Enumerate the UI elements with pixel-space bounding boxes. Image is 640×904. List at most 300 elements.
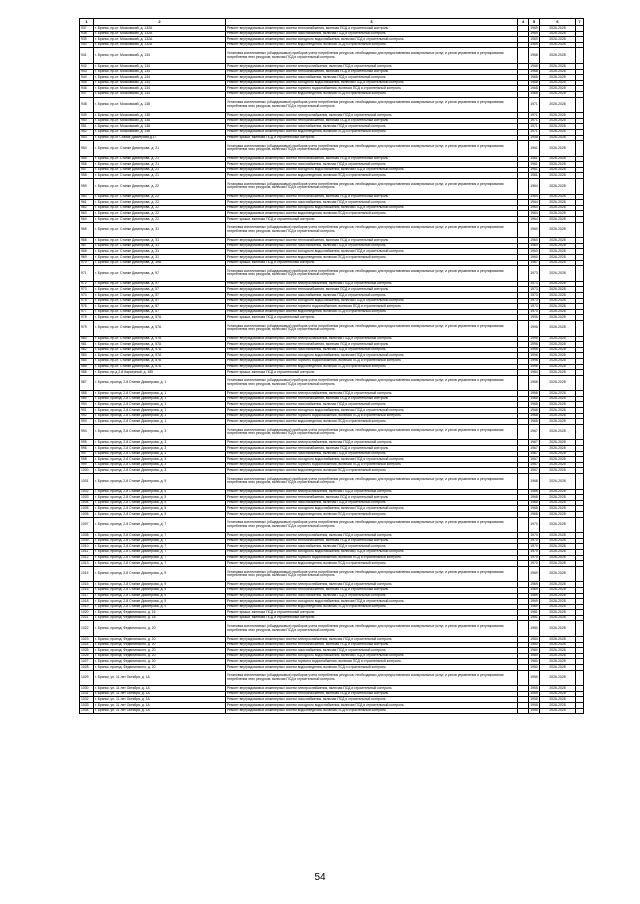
table-cell-col1: 940 xyxy=(80,42,94,48)
table-cell-col1: 1017 xyxy=(80,593,94,599)
table-cell-col5: 1980 xyxy=(530,664,538,669)
table-cell-col3: Ремонт внутридомовых инженерных систем водоотведения, включая ПСД и строительный контроль xyxy=(226,42,518,48)
table-cell-col2: г. Брянск, проезд. 2-й Станке Димитрова, д. 3 xyxy=(94,451,226,457)
table-cell-col5: 1968 xyxy=(529,375,540,391)
table-cell-col6: 2026-2028 xyxy=(540,42,576,48)
table-cell-col5: 1960 xyxy=(530,248,538,253)
table-cell-col1: 1029 xyxy=(80,670,94,686)
table-cell-col3: Ремонт внутридомовых инженерных систем теплоснабжения, включая ПСД и строительный контроль xyxy=(226,238,518,244)
table-cell-col5: 1955 xyxy=(530,691,538,696)
table-cell-col5: 1967 xyxy=(530,260,538,265)
table-cell-col6: 2026-2028 xyxy=(540,593,576,599)
table-cell-col2: г. Брянск, пр-кт Станке Димитрова,д.17 xyxy=(94,135,226,141)
table-cell-col6: 2026-2028 xyxy=(540,75,576,81)
table-cell-col5: 1980 xyxy=(530,642,538,647)
table-cell-col1: 1001 xyxy=(80,474,94,490)
table-cell-col5: 1961 xyxy=(530,161,538,166)
table-cell-col3: Ремонт внутридомовых инженерных систем водоотведения, включая ПСД и строительный контроль xyxy=(226,173,518,179)
table-cell-col3: Ремонт крыши, включая ПСД и строительный контроль xyxy=(226,615,518,621)
table-cell-col2: г. Брянск, проезд. Федюнинского, д. 20 xyxy=(94,642,226,648)
table-cell-col5: 1970 xyxy=(530,543,538,548)
table-cell-col5: 1960 xyxy=(530,243,538,248)
table-cell-col6: 2026-2028 xyxy=(540,69,576,75)
table-cell-col3: Ремонт внутридомовых инженерных систем водоотведения, включая ПСД и строительный контроль xyxy=(226,255,518,261)
table-cell-col7 xyxy=(576,48,584,64)
table-cell-col5: 1955 xyxy=(530,708,538,713)
table-row xyxy=(80,320,584,336)
table-cell-col6: 2026-2028 xyxy=(540,135,576,141)
table-cell-col5: 1969 xyxy=(530,604,538,609)
table-cell-col3: Ремонт внутридомовых инженерных систем газоснабжения, включая ПСД и строительный контроль xyxy=(226,451,518,457)
table-cell-col6: 2026-2028 xyxy=(540,610,576,616)
table-cell-col5: 1964 xyxy=(530,199,538,204)
table-cell-col5: 1968 xyxy=(530,390,538,395)
table-cell-col3: Ремонт внутридомовых инженерных систем холодного водоснабжения, включая ПСД и строительный контроль xyxy=(226,80,518,86)
table-cell-col3: Ремонт внутридомовых инженерных систем газоснабжения, включая ПСД и строительный контроль xyxy=(226,243,518,249)
table-cell-col6: 2026-2028 xyxy=(540,292,576,298)
table-cell-col2: г. Брянск, пр-кт. Станке Димитрова, д. 57 xyxy=(94,266,226,282)
table-cell-col2: г. Брянск, проезд. Федюнинского, д. 20 xyxy=(94,665,226,671)
table-cell-col5: 1969 xyxy=(530,593,538,598)
table-cell-col1: 953 xyxy=(80,135,94,141)
table-cell-col3: Ремонт внутридомовых инженерных систем холодного водоснабжения, включая ПСД и строительный контроль xyxy=(226,506,518,512)
table-cell-col6: 2026-2028 xyxy=(540,304,576,310)
table-cell-col1: 977 xyxy=(80,309,94,315)
table-cell-col5: 1955 xyxy=(530,685,538,690)
table-cell-col7 xyxy=(576,222,584,238)
table-cell-col2: г. Брянск, пр-кт. Станке Димитрова, д. 21 xyxy=(94,167,226,173)
table-cell-col1: 965 xyxy=(80,222,94,238)
table-cell-col3: Ремонт внутридомовых инженерных систем газоснабжения, включая ПСД и строительный контроль xyxy=(226,292,518,298)
table-cell-col7 xyxy=(576,670,584,686)
table-cell-col2: г. Брянск, проезд. 2-й Станке Димитрова, д. 5 xyxy=(94,506,226,512)
table-cell-col2: г. Брянск, проезд. 2-й Станке Димитрова, д. 7 xyxy=(94,561,226,567)
table-cell-col3: Ремонт внутридомовых инженерных систем холодного водоснабжения, включая ПСД и строительный контроль xyxy=(226,167,518,173)
table-cell-col5: 1970 xyxy=(530,555,538,560)
table-cell-col1: 1034 xyxy=(80,708,94,714)
table-cell-col2: г. Брянск, проезд. 2-й Станке Димитрова, д. 5 xyxy=(94,511,226,517)
table-cell-col5: 1973 xyxy=(530,309,538,314)
table-cell-col6: 2026-2028 xyxy=(540,538,576,544)
table-cell-col1: 1012 xyxy=(80,555,94,561)
table-cell-col1: 1010 xyxy=(80,544,94,550)
table-cell-col3: Ремонт внутридомовых инженерных систем теплоснабжения, включая ПСД и строительный контроль xyxy=(226,118,518,124)
table-cell-col5: 1971 xyxy=(530,112,538,117)
table-cell-col2: г. Брянск, пр-кт. Станке Димитрова, д. 57 xyxy=(94,304,226,310)
table-cell-col1: 944 xyxy=(80,75,94,81)
table-cell-col5: 1968 xyxy=(530,500,538,505)
table-cell-col1: 1024 xyxy=(80,642,94,648)
table-body xyxy=(80,19,584,714)
table-cell-col1: 952 xyxy=(80,129,94,135)
table-cell-col3: Ремонт внутридомовых инженерных систем газоснабжения, включая ПСД и строительный контроль xyxy=(226,544,518,550)
table-cell-col6: 2026-2028 xyxy=(540,342,576,348)
table-cell-col1: 979 xyxy=(80,320,94,336)
table-cell-col1: 943 xyxy=(80,69,94,75)
table-cell-col1: 963 xyxy=(80,211,94,217)
table-cell-col3: Ремонт внутридомовых инженерных систем холодного водоснабжения, включая ПСД и строительный контроль xyxy=(226,205,518,211)
table-cell-col6: 2026-2028 xyxy=(540,162,576,168)
table-cell-col5: 1971 xyxy=(530,123,538,128)
table-cell-col1: 992 xyxy=(80,413,94,419)
table-cell-col3: Ремонт крыши, включая ПСД и строительный контроль xyxy=(226,610,518,616)
table-cell-col1: 1015 xyxy=(80,582,94,588)
table-cell-col6: 2026-2028 xyxy=(540,31,576,37)
table-cell-col6: 2026-2028 xyxy=(540,544,576,550)
table-cell-col7 xyxy=(576,517,584,533)
table-cell-col5: 1969 xyxy=(530,36,538,41)
table-cell-col2: г. Брянск, пр-кт. Московский, д. 134 xyxy=(94,69,226,75)
table-cell-col6: 2026-2028 xyxy=(540,167,576,173)
table-cell-col1: 967 xyxy=(80,243,94,249)
table-cell-col3: Ремонт внутридомовых инженерных систем холодного водоснабжения, включая ПСД и строительный контроль xyxy=(226,37,518,43)
table-cell-col7 xyxy=(576,424,584,440)
table-cell-col2: г. Брянск, пр-кт. Станке Димитрова, д. 21 xyxy=(94,141,226,157)
table-cell-col5: 1967 xyxy=(530,456,538,461)
table-cell-col5: 1971 xyxy=(530,118,538,123)
table-cell-col1: 991 xyxy=(80,408,94,414)
table-cell-col1: 968 xyxy=(80,249,94,255)
table-cell-col2: г. Брянск, проезд. 2-й Станке Димитрова, д. 5 xyxy=(94,489,226,495)
table-cell-col1: 1018 xyxy=(80,599,94,605)
table-cell-col5: 1971 xyxy=(529,97,540,113)
table-cell-col6: 2026-2028 xyxy=(540,413,576,419)
table-cell-col5: 1970 xyxy=(530,538,538,543)
table-cell-col5: 1968 xyxy=(530,396,538,401)
header-cell: 3 xyxy=(226,19,518,26)
table-cell-col3: Ремонт крыши, включая ПСД и строительный контроль xyxy=(226,315,518,321)
table-cell-col3: Ремонт внутридомовых инженерных систем горячего водоснабжения, включая ПСД и строительный контроль xyxy=(226,555,518,561)
table-cell-col2: г. Брянск, пр-кт. Московский, д. 132А xyxy=(94,37,226,43)
table-cell-col3: Ремонт крыши, включая ПСД и строительный контроль xyxy=(226,260,518,266)
table-cell-col6: 2026-2028 xyxy=(540,648,576,654)
table-cell-col6: 2026-2028 xyxy=(540,260,576,266)
table-cell-col2: г. Брянск, проезд. 2-й Станке Димитрова, д. 1 xyxy=(94,419,226,425)
header-cell: 6 xyxy=(540,19,576,26)
table-cell-col3: Ремонт внутридомовых инженерных систем холодного водоснабжения, включая ПСД и строительный контроль xyxy=(226,549,518,555)
table-cell-col3: Установка коллективных (общедомовых) приборов учета потребления ресурсов, необходимых для предоставления коммунальных услуг, и узлов управления и регулирования потребления этих ресурсов, включая ПСД и строительный контроль xyxy=(226,517,518,533)
table-cell-col6: 2026-2028 xyxy=(540,451,576,457)
table-cell-col3: Установка коллективных (общедомовых) приборов учета потребления ресурсов, необходимых для предоставления коммунальных услуг, и узлов управления и регулирования потребления этих ресурсов, включая ПСД и строительный контроль xyxy=(226,320,518,336)
table-cell-col3: Ремонт внутридомовых инженерных систем холодного водоснабжения, включая ПСД и строительный контроль xyxy=(226,408,518,414)
table-cell-col4 xyxy=(518,621,529,637)
table-row xyxy=(80,670,584,686)
table-cell-col2: г. Брянск, проезд. Федюнинского, д. 18 xyxy=(94,615,226,621)
table-cell-col6: 2026-2028 xyxy=(540,97,576,113)
table-cell-col3: Ремонт внутридомовых инженерных систем теплоснабжения, включая ПСД и строительный контроль xyxy=(226,26,518,32)
table-cell-col1: 962 xyxy=(80,205,94,211)
table-cell-col2: г. Брянск, пр-кт. Станке Димитрова, д. 57А xyxy=(94,364,226,370)
table-cell-col7 xyxy=(576,141,584,157)
table-cell-col1: 988 xyxy=(80,391,94,397)
table-cell-col5: 1973 xyxy=(530,303,538,308)
table-cell-col3: Ремонт внутридомовых инженерных систем горячего водоснабжения, включая ПСД и строительный контроль xyxy=(226,462,518,468)
table-cell-col2: г. Брянск, проезд. 2-й Станке Димитрова, д. 3 xyxy=(94,462,226,468)
table-cell-col1: 957 xyxy=(80,167,94,173)
table-cell-col6: 2026-2028 xyxy=(540,266,576,282)
table-cell-col6: 2026-2028 xyxy=(540,26,576,32)
table-cell-col3: Ремонт внутридомовых инженерных систем водоотведения, включая ПСД и строительный контроль xyxy=(226,419,518,425)
table-cell-col1: 954 xyxy=(80,141,94,157)
table-cell-col4 xyxy=(518,566,529,582)
table-cell-col2: г. Брянск, проезд. 2-й Станке Димитрова, д. 9 xyxy=(94,599,226,605)
table-cell-col2: г. Брянск, пр-кт. Станке Димитрова, д. 57А xyxy=(94,353,226,359)
table-cell-col6: 2026-2028 xyxy=(540,243,576,249)
table-cell-col5: 1955 xyxy=(529,670,540,686)
table-cell-col6: 2026-2028 xyxy=(540,113,576,119)
table-cell-col5: 1964 xyxy=(530,216,538,221)
table-cell-col5: 1964 xyxy=(530,194,538,199)
table-cell-col1: 1003 xyxy=(80,495,94,501)
table-cell-col2: г. Брянск, пр-кт. Станке Димитрова, д. 21 xyxy=(94,156,226,162)
table-cell-col3: Ремонт внутридомовых инженерных систем электроснабжения, включая ПСД и строительный контроль xyxy=(226,582,518,588)
table-cell-col2: г. Брянск, проезд. 2-й Станке Димитрова, д. 3 xyxy=(94,440,226,446)
table-cell-col3: Ремонт внутридомовых инженерных систем газоснабжения, включая ПСД и строительный контроль xyxy=(226,347,518,353)
table-cell-col1: 941 xyxy=(80,48,94,64)
table-cell-col3: Ремонт внутридомовых инженерных систем газоснабжения, включая ПСД и строительный контроль xyxy=(226,124,518,130)
table-cell-col5: 1996 xyxy=(530,347,538,352)
table-cell-col1: 945 xyxy=(80,80,94,86)
table-cell-col6: 2026-2028 xyxy=(540,670,576,686)
table-cell-col2: г. Брянск, проезд. 2-й Станке Димитрова, д. 9 xyxy=(94,604,226,610)
table-cell-col4 xyxy=(518,424,529,440)
table-cell-col6: 2026-2028 xyxy=(540,364,576,370)
table-cell-col3: Ремонт внутридомовых инженерных систем электроснабжения, включая ПСД и строительный контроль xyxy=(226,533,518,539)
table-cell-col7 xyxy=(576,97,584,113)
table-cell-col2: г. Брянск, пр-кт. Московский, д. 132А xyxy=(94,26,226,32)
header-cell: 1 xyxy=(80,19,94,26)
table-cell-col5: 1967 xyxy=(529,424,540,440)
table-cell-col6: 2026-2028 xyxy=(540,511,576,517)
table-cell-col6: 2026-2028 xyxy=(540,582,576,588)
table-cell-col1: 964 xyxy=(80,217,94,223)
table-cell-col3: Ремонт внутридомовых инженерных систем газоснабжения, включая ПСД и строительный контроль xyxy=(226,593,518,599)
table-cell-col6: 2026-2028 xyxy=(540,506,576,512)
table-cell-col2: г. Брянск, пр-кт. Московский, д. 138 xyxy=(94,129,226,135)
table-cell-col3: Ремонт внутридомовых инженерных систем водоотведения, включая ПСД и строительный контроль xyxy=(226,511,518,517)
table-cell-col6: 2026-2028 xyxy=(540,141,576,157)
table-cell-col7 xyxy=(576,375,584,391)
table-cell-col1: 1009 xyxy=(80,538,94,544)
table-cell-col1: 990 xyxy=(80,402,94,408)
table-cell-col2: г. Брянск, пр-кт. Московский, д. 132А xyxy=(94,42,226,48)
table-cell-col5: 1969 xyxy=(530,598,538,603)
table-cell-col6: 2026-2028 xyxy=(540,489,576,495)
table-cell-col5: 1967 xyxy=(530,467,538,472)
table-cell-col6: 2026-2028 xyxy=(540,440,576,446)
table-cell-col5: 1970 xyxy=(530,549,538,554)
table-cell-col3: Ремонт крыши, включая ПСД и строительный контроль xyxy=(226,370,518,376)
table-cell-col6: 2026-2028 xyxy=(540,48,576,64)
table-cell-col3: Ремонт внутридомовых инженерных систем водоотведения, включая ПСД и строительный контроль xyxy=(226,561,518,567)
table-cell-col6: 2026-2028 xyxy=(540,555,576,561)
table-cell-col5: 1996 xyxy=(530,336,538,341)
table-row xyxy=(80,48,584,64)
table-cell-col6: 2026-2028 xyxy=(540,156,576,162)
table-cell-col1: 951 xyxy=(80,124,94,130)
table-cell-col3: Установка коллективных (общедомовых) приборов учета потребления ресурсов, необходимых для предоставления коммунальных услуг, и узлов управления и регулирования потребления этих ресурсов, включая ПСД и строительный контроль xyxy=(226,222,518,238)
table-cell-col5: 1968 xyxy=(530,63,538,68)
table-cell-col3: Ремонт внутридомовых инженерных систем теплоснабжения, включая ПСД и строительный контроль xyxy=(226,287,518,293)
page-content xyxy=(79,18,583,714)
table-cell-col2: г. Брянск, ул. 11 лет Октября, д. 1А xyxy=(94,703,226,709)
table-cell-col1: 1023 xyxy=(80,637,94,643)
table-cell-col5: 1967 xyxy=(530,439,538,444)
table-cell-col5: 1973 xyxy=(529,266,540,282)
table-cell-col1: 989 xyxy=(80,396,94,402)
table-cell-col5: 1981 xyxy=(530,615,538,620)
table-cell-col1: 997 xyxy=(80,451,94,457)
table-cell-col2: г. Брянск, пр-кт. Московский, д. 138 xyxy=(94,113,226,119)
table-cell-col3: Ремонт внутридомовых инженерных систем водоотведения, включая ПСД и строительный контроль xyxy=(226,468,518,474)
table-cell-col6: 2026-2028 xyxy=(540,91,576,97)
table-cell-col3: Ремонт внутридомовых инженерных систем водоотведения, включая ПСД и строительный контроль xyxy=(226,708,518,714)
table-cell-col2: г. Брянск, пр-кт. Московский, д. 134 xyxy=(94,80,226,86)
table-cell-col6: 2026-2028 xyxy=(540,621,576,637)
table-cell-col3: Ремонт внутридомовых инженерных систем холодного водоснабжения, включая ПСД и строительный контроль xyxy=(226,249,518,255)
table-cell-col3: Ремонт внутридомовых инженерных систем электроснабжения, включая ПСД и строительный контроль xyxy=(226,489,518,495)
table-row xyxy=(80,424,584,440)
table-cell-col2: г. Брянск, ул. 11 лет Октября, д. 1А xyxy=(94,708,226,714)
table-cell-col2: г. Брянск, пр-кт. Станке Димитрова, д. 39А xyxy=(94,260,226,266)
table-cell-col6: 2026-2028 xyxy=(540,281,576,287)
table-cell-col6: 2026-2028 xyxy=(540,320,576,336)
table-cell-col4 xyxy=(518,517,529,533)
table-cell-col5: 1969 xyxy=(530,581,538,586)
table-cell-col1: 969 xyxy=(80,255,94,261)
table-cell-col1: 942 xyxy=(80,63,94,69)
table-cell-col5: 1973 xyxy=(530,281,538,286)
table-cell-col6: 2026-2028 xyxy=(540,353,576,359)
table-cell-col5: 1967 xyxy=(530,462,538,467)
table-cell-col2: г. Брянск, проезд. 2-й Станке Димитрова, д. 3 xyxy=(94,424,226,440)
table-cell-col3: Ремонт внутридомовых инженерных систем горячего водоснабжения, включая ПСД и строительный контроль xyxy=(226,86,518,92)
table-cell-col5: 1968 xyxy=(530,402,538,407)
table-row xyxy=(80,708,584,714)
table-cell-col5: 1968 xyxy=(530,489,538,494)
table-cell-col6: 2026-2028 xyxy=(540,63,576,69)
header-cell: 2 xyxy=(94,19,226,26)
table-cell-col5: 1996 xyxy=(530,364,538,369)
table-cell-col5: 1968 xyxy=(530,407,538,412)
table-cell-col2: г. Брянск, пр-кт. Станке Димитрова, д. 57А xyxy=(94,336,226,342)
table-cell-col2: г. Брянск, пр-кт. Московский, д. 134 xyxy=(94,48,226,64)
table-cell-col6: 2026-2028 xyxy=(540,173,576,179)
table-cell-col2: г. Брянск, проезд. 2-й Станке Димитрова, д. 3 xyxy=(94,446,226,452)
table-cell-col5: 1968 xyxy=(530,505,538,510)
table-cell-col5: 1960 xyxy=(530,254,538,259)
table-cell-col6: 2026-2028 xyxy=(540,566,576,582)
table-cell-col6: 2026-2028 xyxy=(540,287,576,293)
table-cell-col2: г. Брянск, пр-кт. Станке Димитрова, д. 22 xyxy=(94,194,226,200)
table-cell-col1: 1022 xyxy=(80,621,94,637)
table-cell-col6: 2026-2028 xyxy=(540,298,576,304)
table-cell-col5: 1996 xyxy=(530,352,538,357)
capital-repair-table xyxy=(79,18,584,714)
table-cell-col1: 973 xyxy=(80,287,94,293)
table-cell-col7 xyxy=(576,179,584,195)
table-cell-col3: Ремонт внутридомовых инженерных систем газоснабжения, включая ПСД и строительный контроль xyxy=(226,75,518,81)
table-cell-col3: Ремонт внутридомовых инженерных систем теплоснабжения, включая ПСД и строительный контроль xyxy=(226,691,518,697)
table-cell-col5: 1961 xyxy=(530,156,538,161)
table-cell-col2: г. Брянск, проезд. Федюнинского, д. 20 xyxy=(94,637,226,643)
table-cell-col6: 2026-2028 xyxy=(540,370,576,376)
table-cell-col1: 966 xyxy=(80,238,94,244)
table-row xyxy=(80,97,584,113)
table-cell-col1: 999 xyxy=(80,462,94,468)
table-cell-col1: 975 xyxy=(80,298,94,304)
table-cell-col6: 2026-2028 xyxy=(540,697,576,703)
table-cell-col6: 2026-2028 xyxy=(540,533,576,539)
table-cell-col4 xyxy=(518,375,529,391)
table-cell-col6: 2026-2028 xyxy=(540,179,576,195)
table-cell-col1: 1027 xyxy=(80,659,94,665)
table-cell-col1: 980 xyxy=(80,336,94,342)
table-cell-col3: Ремонт внутридомовых инженерных систем холодного водоснабжения, включая ПСД и строительный контроль xyxy=(226,653,518,659)
table-cell-col6: 2026-2028 xyxy=(540,255,576,261)
table-cell-col2: г. Брянск, проезд. 2-й Станке Димитрова, д. 1 xyxy=(94,408,226,414)
table-cell-col3: Ремонт внутридомовых инженерных систем водоотведения, включая ПСД и строительный контроль xyxy=(226,129,518,135)
table-cell-col1: 981 xyxy=(80,342,94,348)
table-cell-col3: Ремонт внутридомовых инженерных систем горячего водоснабжения, включая ПСД и строительный контроль xyxy=(226,304,518,310)
table-cell-col6: 2026-2028 xyxy=(540,549,576,555)
table-cell-col1: 987 xyxy=(80,375,94,391)
table-cell-col1: 986 xyxy=(80,370,94,376)
table-cell-col2: г. Брянск, проезд. 2-й Станке Димитрова, д. 5 xyxy=(94,495,226,501)
table-cell-col3: Ремонт внутридомовых инженерных систем теплоснабжения, включая ПСД и строительный контроль xyxy=(226,396,518,402)
table-cell-col2: г. Брянск, проезд. 2-й Станке Димитрова, д. 7 xyxy=(94,517,226,533)
table-cell-col2: г. Брянск, пр-кт. Станке Димитрова, д. 22 xyxy=(94,211,226,217)
table-cell-col2: г. Брянск, пр-кт. Станке Димитрова, д. 21 xyxy=(94,162,226,168)
table-cell-col2: г. Брянск, ул. 11 лет Октября, д. 1А xyxy=(94,697,226,703)
table-cell-col6: 2026-2028 xyxy=(540,500,576,506)
table-cell-col4 xyxy=(518,179,529,195)
table-cell-col2: г. Брянск, пр-кт. Станке Димитрова, д. 57 xyxy=(94,281,226,287)
table-cell-col6: 2026-2028 xyxy=(540,665,576,671)
table-cell-col1: 993 xyxy=(80,419,94,425)
table-cell-col4 xyxy=(518,222,529,238)
table-cell-col1: 947 xyxy=(80,91,94,97)
table-cell-col3: Ремонт внутридомовых инженерных систем водоотведения, включая ПСД и строительный контроль xyxy=(226,211,518,217)
header-cell: 5 xyxy=(529,19,540,26)
table-cell-col2: г. Брянск, проезд. 2-й Станке Димитрова, д. 5 xyxy=(94,500,226,506)
table-cell-col3: Ремонт внутридомовых инженерных систем холодного водоснабжения, включая ПСД и строительный контроль xyxy=(226,298,518,304)
table-cell-col2: г. Брянск, проезд. 2-й Станке Димитрова, д. 7 xyxy=(94,555,226,561)
table-cell-col1: 976 xyxy=(80,304,94,310)
table-cell-col5: 1973 xyxy=(530,298,538,303)
table-cell-col6: 2026-2028 xyxy=(540,124,576,130)
table-cell-col5: 1960 xyxy=(529,222,540,238)
table-cell-col6: 2026-2028 xyxy=(540,336,576,342)
table-cell-col2: г. Брянск, пр-кт. Станке Димитрова, д. 57 xyxy=(94,287,226,293)
table-cell-col6: 2026-2028 xyxy=(540,604,576,610)
table-cell-col1: 1020 xyxy=(80,610,94,616)
table-cell-col5: 1967 xyxy=(530,451,538,456)
table-cell-col6: 2026-2028 xyxy=(540,80,576,86)
table-cell-col6: 2026-2028 xyxy=(540,424,576,440)
table-cell-col5: 1969 xyxy=(530,587,538,592)
table-cell-col1: 1013 xyxy=(80,561,94,567)
table-cell-col3: Ремонт внутридомовых инженерных систем водоотведения, включая ПСД и строительный контроль xyxy=(226,309,518,315)
table-cell-col3: Ремонт внутридомовых инженерных систем газоснабжения, включая ПСД и строительный контроль xyxy=(226,31,518,37)
table-cell-col1: 1002 xyxy=(80,489,94,495)
table-cell-col3: Ремонт внутридомовых инженерных систем водоотведения, включая ПСД и строительный контроль xyxy=(226,364,518,370)
table-cell-col1: 998 xyxy=(80,457,94,463)
table-cell-col1: 985 xyxy=(80,364,94,370)
table-cell-col6: 2026-2028 xyxy=(540,599,576,605)
table-cell-col6: 2026-2028 xyxy=(540,457,576,463)
table-cell-col5: 1968 xyxy=(530,413,538,418)
